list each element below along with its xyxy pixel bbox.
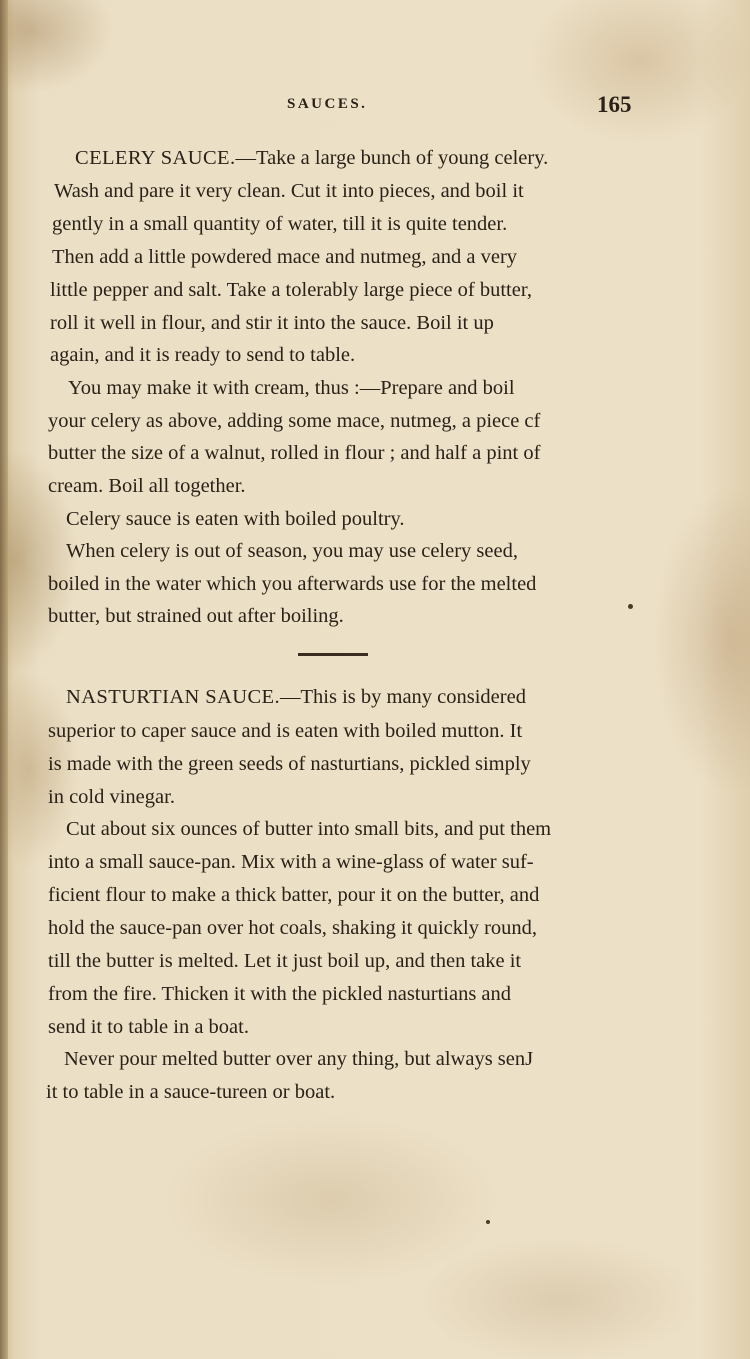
celery-line-11: cream. Boil all together. [48, 475, 246, 497]
nasturtian-line-1-text: —This is by many considered [280, 686, 526, 708]
nasturtian-line-13: it to table in a sauce-tureen or boat. [46, 1081, 336, 1103]
nasturtian-line-6: into a small sauce-pan. Mix with a wine-glass of water suf- [48, 851, 534, 873]
section-divider-rule [298, 653, 368, 656]
celery-line-3: gently in a small quantity of water, till it is quite tender. [52, 213, 508, 235]
celery-line-8: You may make it with cream, thus :—Prepare and boil [68, 377, 515, 399]
celery-line-10: butter the size of a walnut, rolled in flour ; and half a pint of [48, 442, 541, 464]
nasturtian-line-12: Never pour melted butter over any thing, but always senJ [64, 1048, 534, 1070]
nasturtian-line-11: send it to table in a boat. [48, 1016, 249, 1038]
nasturtian-line-4: in cold vinegar. [48, 786, 175, 808]
celery-line-2: Wash and pare it very clean. Cut it into pieces, and boil it [54, 180, 524, 202]
celery-line-14: boiled in the water which you afterwards use for the melted [48, 573, 537, 595]
celery-line-9: your celery as above, adding some mace, nutmeg, a piece cf [48, 410, 541, 432]
nasturtian-line-10: from the fire. Thicken it with the pickled nasturtians and [48, 983, 512, 1005]
nasturtian-line-9: till the butter is melted. Let it just boil up, and then take it [48, 950, 522, 972]
nasturtian-line-3: is made with the green seeds of nasturtians, pickled simply [48, 753, 531, 775]
nasturtian-line-2: superior to caper sauce and is eaten with boiled mutton. It [48, 720, 523, 742]
celery-line-5: little pepper and salt. Take a tolerably large piece of butter, [50, 279, 532, 301]
page-spine-edge [0, 0, 8, 1359]
celery-line-6: roll it well in flour, and stir it into the sauce. Boil it up [50, 312, 494, 334]
nasturtian-line-5: Cut about six ounces of butter into small bits, and put them [66, 818, 552, 840]
ink-spot [628, 604, 633, 609]
celery-line-7: again, and it is ready to send to table. [50, 344, 356, 366]
page-number: 165 [597, 92, 632, 117]
nasturtian-line-7: ficient flour to make a thick batter, pour it on the butter, and [48, 884, 540, 906]
celery-line-13: When celery is out of season, you may use celery seed, [66, 540, 518, 562]
celery-line-4: Then add a little powdered mace and nutmeg, and a very [52, 246, 518, 268]
running-head: SAUCES. [287, 96, 368, 112]
nasturtian-heading: NASTURTIAN SAUCE. [66, 686, 280, 708]
nasturtian-line-1 [66, 685, 526, 709]
celery-line-1 [75, 146, 548, 170]
celery-line-1-text: —Take a large bunch of young celery. [235, 147, 549, 169]
ink-spot [486, 1220, 490, 1224]
nasturtian-line-8: hold the sauce-pan over hot coals, shaking it quickly round, [48, 917, 538, 939]
celery-line-15: butter, but strained out after boiling. [48, 605, 344, 627]
celery-line-12: Celery sauce is eaten with boiled poultry. [66, 508, 405, 530]
celery-heading: CELERY SAUCE. [75, 147, 236, 169]
